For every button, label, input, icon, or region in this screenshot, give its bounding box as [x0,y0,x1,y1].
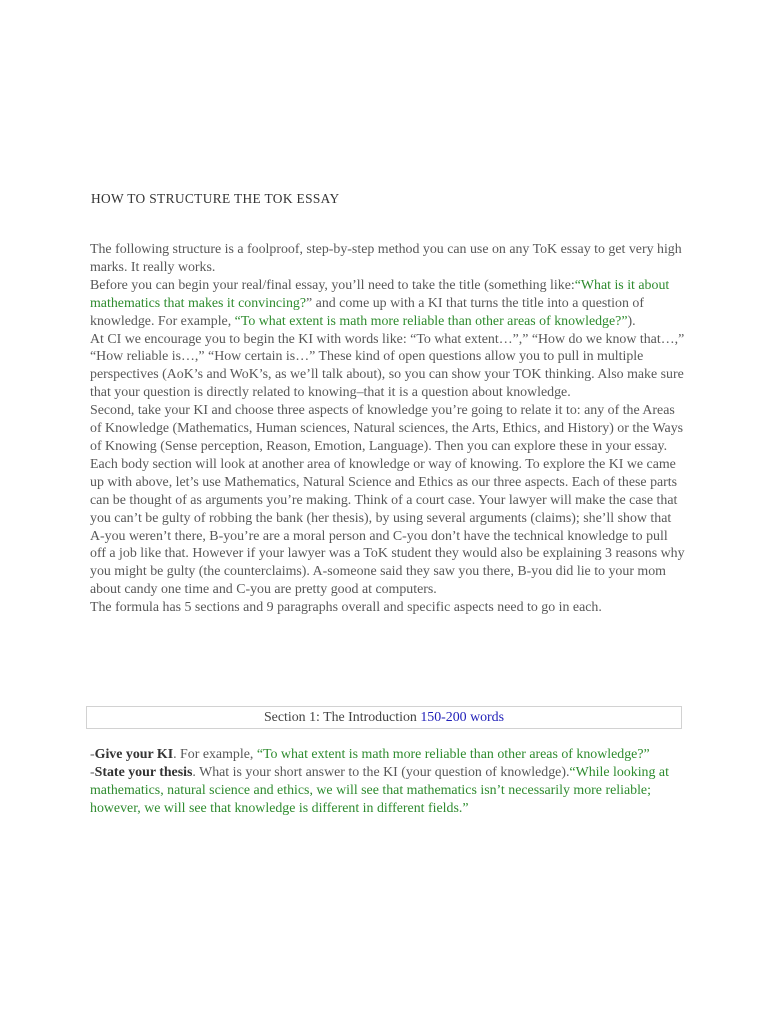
give-ki-quote: “To what extent is math more reliable than other areas of knowledge?” [256,747,650,762]
aspects-paragraph: Second, take your KI and choose three aspects of knowledge you’re going to relate it to: any of the Areas of Knowledge (Mathematics, Human sciences, Natural sciences, the Arts, Ethics, and History) or the Ways of Knowing (Sense perception, Reason, Emotion, Language). Then you can explore these in your essay. [90,403,684,454]
body-section-paragraph: Each body section will look at another area of knowledge or way of knowing. To explore the KI we came up with above, let’s use Mathematics, Natural Science and Ethics as our three aspects. Each of these parts can be thought of as arguments you’re making. Think of a court case. Your lawyer will make the case that you can’t be gulty of robbing the bank (her thesis), by using several arguments (claims); she’ll show that A-you weren’t there, B-you’re are a moral person and C-you don’t have the technical knowledge to pull off a job like that. However if your lawyer was a ToK student they would also be explaining 3 reasons why you might be gulty (the counterclaims). A-someone said they saw you there, B-you did lie to your mom about candy one time and C-you are pretty good at computers. [90,456,685,598]
give-ki-item [90,746,686,764]
section-1-heading: Section 1: The Introduction [263,710,421,725]
section-1-word-count: 150-200 words [420,710,505,725]
formula-paragraph: The formula has 5 sections and 9 paragraphs overall and specific aspects need to go in each. [90,600,602,616]
example-title-quote: “What is it about mathematics that makes it convincing? [90,277,670,311]
example-ki-quote: “To what extent is math more reliable than other areas of knowledge?” [234,313,628,329]
give-ki-label: Give your KI [94,747,174,762]
section-1-body [90,746,686,818]
title-paragraph-text-c: ” and come up with a KI that turns the title into a question of knowledge. For example, [90,295,644,329]
state-thesis-quote: “While looking at mathematics, natural science and ethics, we will see that mathematics isn’t necessarily more reliable; however, we will see that knowledge is different in different fields.” [90,764,669,816]
give-ki-dash: - [90,747,95,762]
state-thesis-dash: - [90,764,95,780]
state-thesis-label: State your thesis [94,764,193,780]
give-ki-text: . For example, [173,747,257,762]
document-title: HOW TO STRUCTURE THE TOK ESSAY [91,191,340,206]
state-thesis-item [90,764,686,818]
section-1-heading-box [86,706,682,729]
title-paragraph [90,277,686,331]
ki-wording-paragraph: At CI we encourage you to begin the KI with words like: “To what extent…”,” “How do we know that…,” “How reliable is…,” “How certain is…” These kind of open questions allow you to pull in multiple perspectives (AoK’s and WoK’s, as we’ll talk about), so you can show your TOK thinking. Also make sure that your question is directly related to knowing–that it is a question about knowledge. [90,331,685,401]
body-text [90,241,686,617]
intro-paragraph: The following structure is a foolproof, step-by-step method you can use on any ToK essay to get very high marks. It really works. [90,242,682,275]
title-paragraph-text-e: ). [627,313,636,329]
title-paragraph-text-a: Before you can begin your real/final essay, you’ll need to take the title (something like: [90,277,575,293]
state-thesis-text: . What is your short answer to the KI (your question of knowledge). [192,764,570,780]
